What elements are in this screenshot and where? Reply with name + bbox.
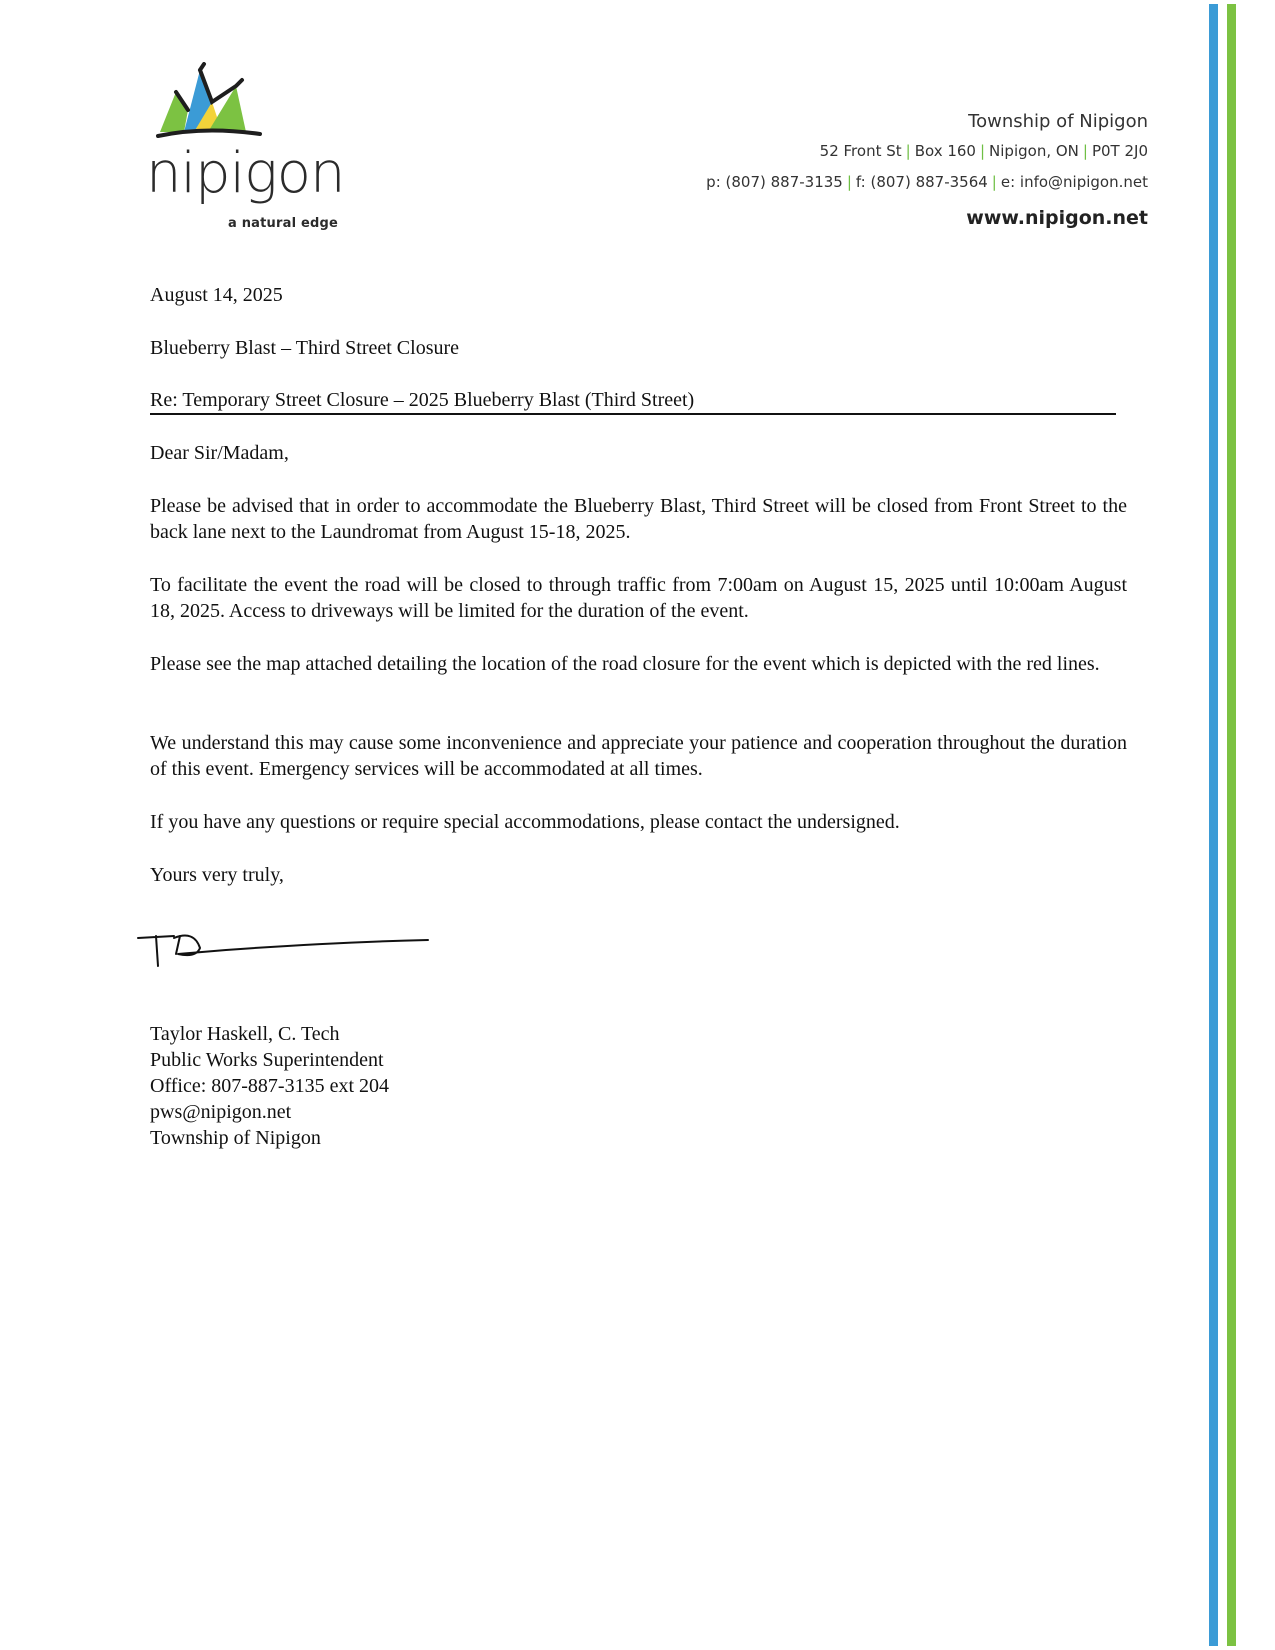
signer-organization: Township of Nipigon	[150, 1127, 321, 1149]
signer-name: Taylor Haskell, C. Tech	[150, 1023, 340, 1045]
organization-name: Township of Nipigon	[968, 111, 1148, 132]
signature-block	[150, 1021, 389, 1151]
paragraph-3: Please see the map attached detailing the location of the road closure for the event which is depicted with the red lines.	[150, 653, 1100, 675]
nipigon-logo	[146, 62, 346, 242]
website-link[interactable]: www.nipigon.net	[966, 207, 1148, 229]
letter-date: August 14, 2025	[150, 284, 283, 306]
address-postal: P0T 2J0	[1091, 142, 1148, 160]
signer-office-phone: Office: 807-887-3135 ext 204	[150, 1075, 390, 1097]
address-box: Box 160	[914, 142, 976, 160]
fax-number: f: (807) 887-3564	[855, 173, 988, 191]
paragraph-1: Please be advised that in order to accommodate the Blueberry Blast, Third Street will be closed from Front Street to the back lane next to the Laundromat from August 15-18, 2025.	[150, 495, 1127, 543]
paragraph-2: To facilitate the event the road will be closed to through traffic from 7:00am on August 15, 2025 until 10:00am August 18, 2025. Access to driveways will be limited for the duration of the event.	[150, 574, 1127, 622]
address-line: 52 Front St | Box 160 | Nipigon, ON | P0T 2J0	[819, 142, 1148, 160]
letter-subject: Blueberry Blast – Third Street Closure	[150, 337, 460, 359]
blue-side-stripe	[1209, 4, 1218, 1646]
address-street: 52 Front St	[819, 142, 902, 160]
salutation: Dear Sir/Madam,	[150, 442, 289, 464]
sails-logo-icon	[154, 62, 264, 144]
logo-tagline: a natural edge	[228, 216, 339, 231]
logo-wordmark: nipigon	[146, 141, 345, 206]
phone-number: p: (807) 887-3135	[706, 173, 843, 191]
letterhead-contact	[706, 108, 1148, 238]
paragraph-4: We understand this may cause some inconvenience and appreciate your patience and cooperation throughout the duration of this event. Emergency services will be accommodated at all times.	[150, 732, 1127, 780]
contact-email[interactable]: e: info@nipigon.net	[1000, 173, 1148, 191]
closing: Yours very truly,	[150, 864, 284, 886]
signer-title: Public Works Superintendent	[150, 1049, 384, 1071]
signer-email[interactable]: pws@nipigon.net	[150, 1101, 292, 1123]
green-side-stripe	[1227, 4, 1236, 1646]
address-city: Nipigon, ON	[989, 142, 1079, 160]
re-line: Re: Temporary Street Closure – 2025 Blueberry Blast (Third Street)	[150, 387, 1116, 415]
paragraph-5: If you have any questions or require special accommodations, please contact the undersigned.	[150, 811, 900, 833]
phone-line: p: (807) 887-3135 | f: (807) 887-3564 | e: info@nipigon.net	[706, 173, 1148, 191]
signature-image	[136, 928, 436, 968]
